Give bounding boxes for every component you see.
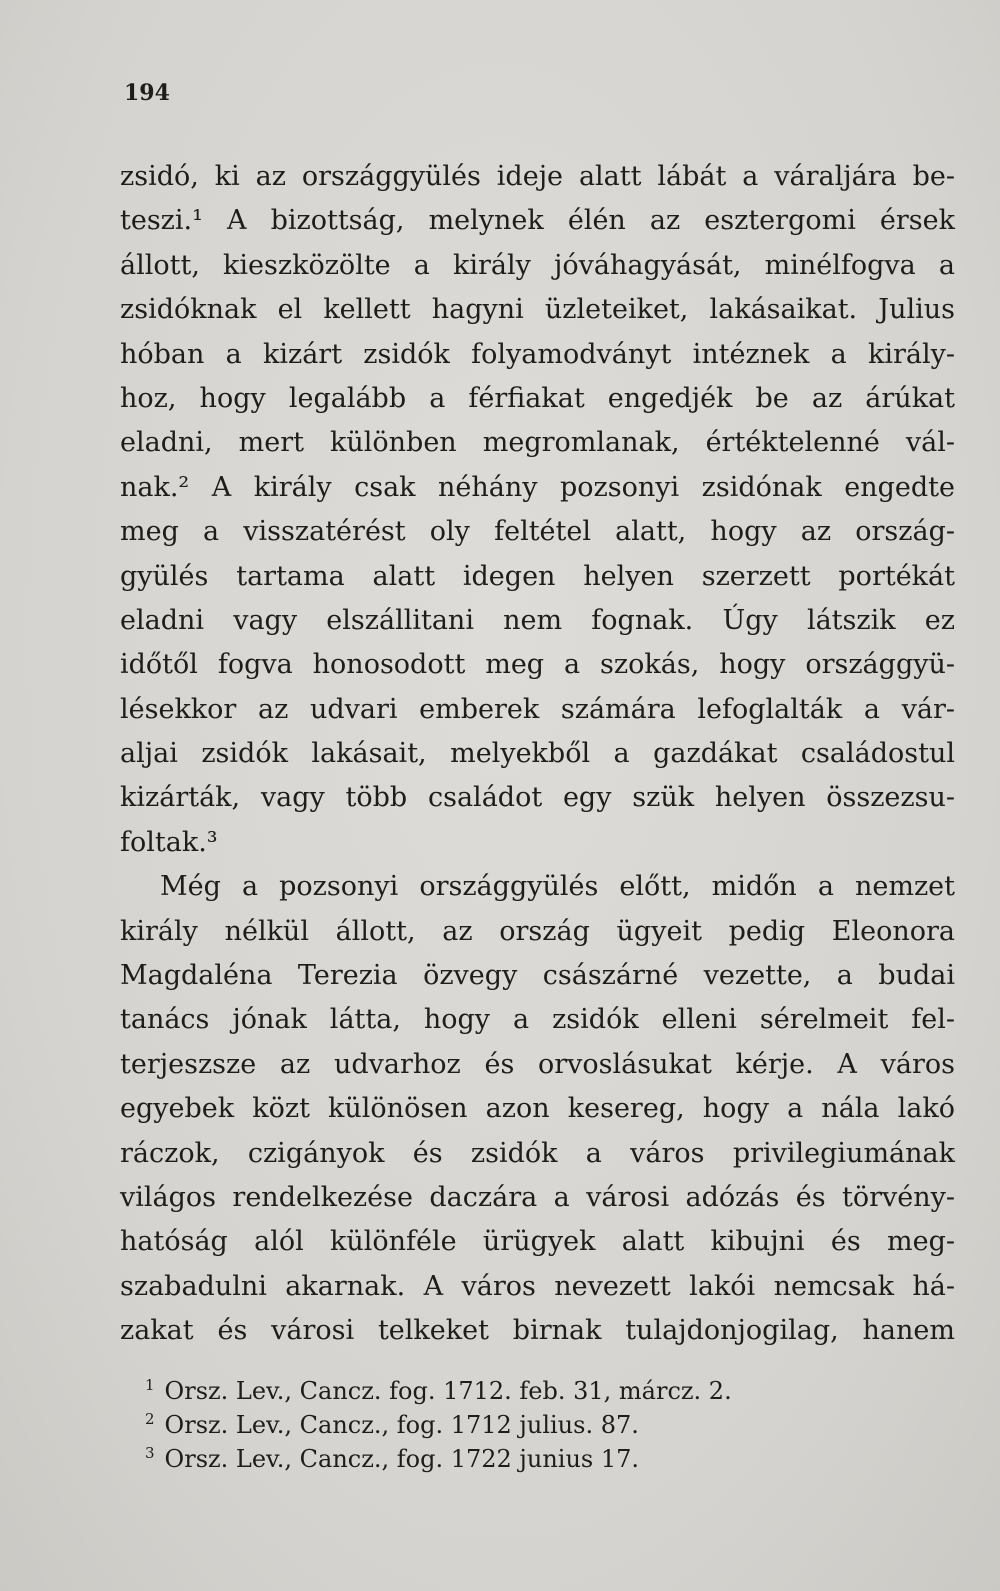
text-line: eladni, mert különben megromlanak, értéktelenné vál- [120, 427, 955, 459]
footnote-text: Orsz. Lev., Cancz., fog. 1722 junius 17. [164, 1445, 640, 1473]
text-line: aljai zsidók lakásait, melyekből a gazdákat családostul [120, 738, 955, 770]
footnote-mark: 3 [145, 1444, 155, 1462]
text-line: eladni vagy elszállitani nem fognak. Úgy látszik ez [120, 604, 955, 636]
text-line: állott, kieszközölte a király jóváhagyását, minélfogva a [120, 249, 955, 281]
text-line: nak.² A király csak néhány pozsonyi zsidónak engedte [120, 471, 955, 503]
paragraph-first-line: Még a pozsonyi országgyülés előtt, midőn a nemzet [160, 871, 955, 903]
text-line: kizárták, vagy több családot egy szük helyen összezsu- [120, 782, 955, 814]
text-line: meg a visszatérést oly feltétel alatt, hogy az ország- [120, 516, 955, 548]
text-line: teszi.¹ A bizottság, melynek élén az esztergomi érsek [120, 205, 955, 237]
text-line: szabadulni akarnak. A város nevezett lakói nemcsak há- [120, 1270, 955, 1302]
footnotes [145, 1368, 845, 1473]
text-line: terjeszsze az udvarhoz és orvoslásukat kérje. A város [120, 1048, 955, 1080]
text-line: hatóság alól különféle ürügyek alatt kibujni és meg- [120, 1226, 955, 1258]
text-line: király nélkül állott, az ország ügyeit pedig Eleonora [120, 915, 955, 947]
text-line: zsidóknak el kellett hagyni üzleteiket, lakásaikat. Julius [120, 294, 955, 326]
text-line: zakat és városi telkeket birnak tulajdonjogilag, hanem [120, 1315, 955, 1347]
footnote-mark: 1 [145, 1376, 155, 1394]
text-line: hóban a kizárt zsidók folyamodványt intéznek a király- [120, 338, 955, 370]
text-line: tanács jónak látta, hogy a zsidók elleni sérelmeit fel- [120, 1004, 955, 1036]
footnote-mark: 2 [145, 1410, 155, 1428]
text-line: hoz, hogy legalább a férfiakat engedjék be az árúkat [120, 382, 955, 414]
page-number: 194 [124, 80, 170, 106]
body-text [120, 155, 955, 1354]
footnote-text: Orsz. Lev., Cancz., fog. 1712 julius. 87. [164, 1411, 639, 1439]
text-line: egyebek közt különösen azon kesereg, hogy a nála lakó [120, 1093, 955, 1125]
footnote-text: Orsz. Lev., Cancz. fog. 1712. feb. 31, márcz. 2. [164, 1377, 732, 1405]
footnote [145, 1402, 845, 1439]
text-line: időtől fogva honosodott meg a szokás, hogy országgyü- [120, 649, 955, 681]
text-line: zsidó, ki az országgyülés ideje alatt lábát a váraljára be- [120, 161, 955, 192]
text-line: gyülés tartama alatt idegen helyen szerzett portékát [120, 560, 955, 592]
text-line: világos rendelkezése daczára a városi adózás és törvény- [120, 1181, 955, 1213]
text-line: lésekkor az udvari emberek számára lefoglalták a vár- [120, 693, 955, 725]
text-line: ráczok, czigányok és zsidók a város privilegiumának [120, 1137, 955, 1169]
text-line: foltak.³ [120, 826, 218, 858]
footnote [145, 1368, 845, 1405]
footnote [145, 1436, 845, 1473]
text-line: Magdaléna Terezia özvegy császárné vezette, a budai [120, 960, 955, 992]
